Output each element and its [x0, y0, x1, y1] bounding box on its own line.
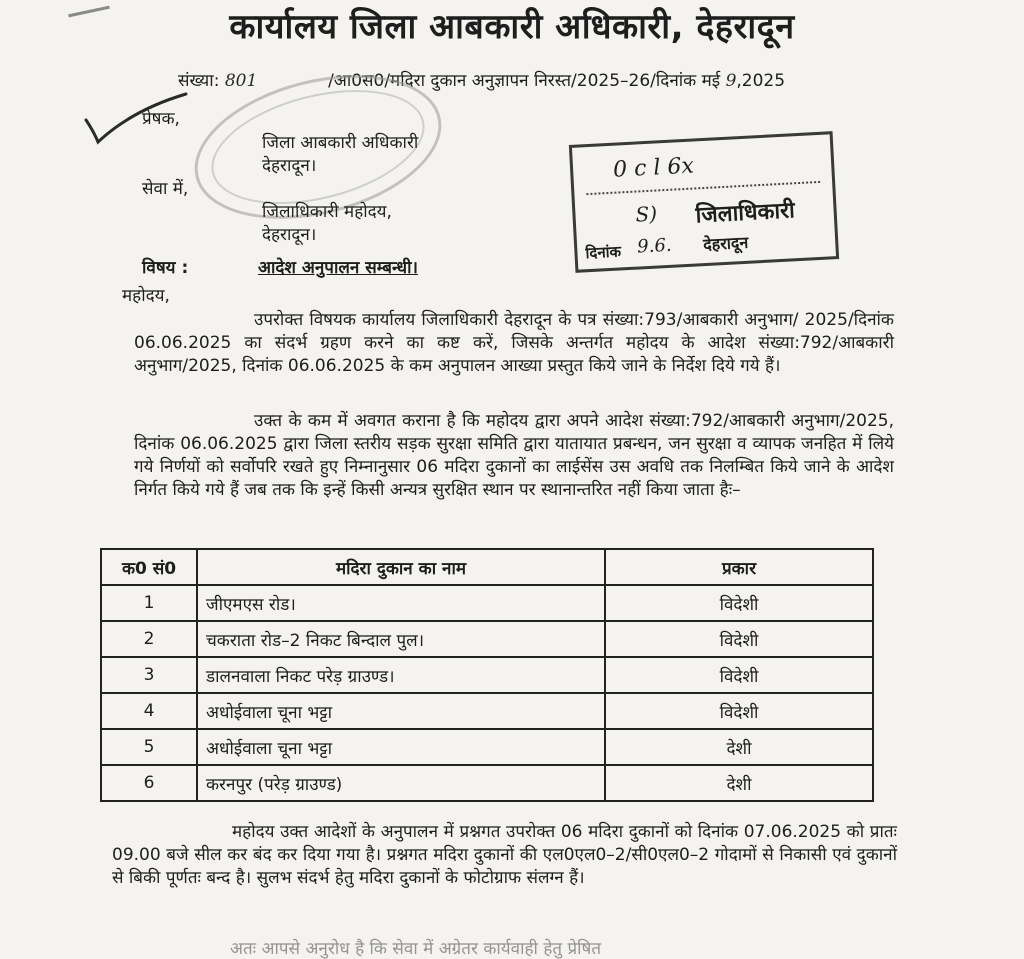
table-row	[101, 585, 873, 621]
header-sno: क0 सं0	[101, 549, 197, 585]
cell-name: डालनवाला निकट परेड़ ग्राउण्ड।	[197, 657, 605, 693]
cell-sno: 6	[101, 765, 197, 801]
paragraph-2-text: उक्त के कम में अवगत कराना है कि महोदय द्वारा अपने आदेश संख्या:792/आबकारी अनुभाग/2025, दिनांक 06.06.2025 द्वारा जिला स्तरीय सड़क सुरक्षा समिति द्वारा यातायात प्रबन्धन, जन सुरक्षा व व्यापक जनहित में लिये गये निर्णयों को सर्वोपरि रखते हुए निम्नानुसार 06 मदिरा दुकानों का लाईसेंस उस अवधि तक निलम्बित किये जाने के आदेश निर्गत किये गये हैं जब तक कि इन्हें किसी अन्यत्र सुरक्षित स्थान पर स्थानान्तरित नहीं किया जाता हैः–	[134, 411, 894, 500]
cell-type: विदेशी	[605, 621, 873, 657]
paragraph-1-text: उपरोक्त विषयक कार्यालय जिलाधिकारी देहरादून के पत्र संख्या:793/आबकारी अनुभाग/ 2025/दिनांक 06.06.2025 का संदर्भ ग्रहण करने का कष्ट करें, जिसके अन्तर्गत महोदय के आदेश संख्या:792/आबकारी अनुभाग/2025, दिनांक 06.06.2025 के कम अनुपालन आख्या प्रस्तुत किये जाने के निर्देश दिये गये हैं।	[134, 310, 894, 376]
reference-year: ,2025	[736, 71, 786, 91]
table-row	[101, 693, 873, 729]
cell-type: विदेशी	[605, 693, 873, 729]
paragraph-2	[134, 410, 894, 502]
paragraph-3-text: महोदय उक्त आदेशों के अनुपालन में प्रश्नगत उपरोक्त 06 मदिरा दुकानों को दिनांक 07.06.2025 को प्रातः 09.00 बजे सील कर बंद कर दिया गया है। प्रश्नगत मदिरा दुकानों की एल0एल0–2/सी0एल0–2 गोदामों से निकासी एवं दुकानों से बिकी पूर्णतः बन्द है। सुलभ संदर्भ हेतु मदिरा दुकानों के फोटोग्राफ संलग्न हैं।	[112, 822, 897, 888]
recipient-line2: देहरादून।	[262, 225, 317, 245]
reference-day: 9	[725, 71, 737, 91]
table-row	[101, 765, 873, 801]
receipt-date-label: दिनांक	[585, 242, 622, 263]
liquor-shop-table	[100, 548, 874, 802]
cell-name: करनपुर (परेड़ ग्राउण्ड)	[197, 765, 605, 801]
subject-label: विषय :	[142, 258, 189, 278]
reference-number: 801	[224, 71, 258, 91]
cell-type: विदेशी	[605, 657, 873, 693]
cell-type: देशी	[605, 765, 873, 801]
reference-month: मई	[701, 71, 721, 91]
sender-line1: जिला आबकारी अधिकारी	[262, 133, 419, 153]
receipt-stamp	[569, 131, 839, 273]
office-title: कार्यालय जिला आबकारी अधिकारी, देहरादून	[229, 7, 795, 47]
table-row	[101, 657, 873, 693]
cell-name: चकराता रोड–2 निकट बिन्दाल पुल।	[197, 621, 605, 657]
table-row	[101, 729, 873, 765]
dotted-line	[586, 181, 820, 195]
receipt-sign: S)	[634, 201, 658, 227]
sender-line2: देहरादून।	[262, 156, 317, 176]
paragraph-3	[112, 821, 897, 890]
cell-sno: 4	[101, 693, 197, 729]
cell-sno: 2	[101, 621, 197, 657]
cell-type: विदेशी	[605, 585, 873, 621]
table-header-row	[101, 549, 873, 585]
cut-off-line: अतः आपसे अनुरोध है कि सेवा में अग्रेतर कार्यवाही हेतु प्रेषित	[230, 939, 602, 959]
reference-label: संख्या:	[178, 71, 220, 91]
recipient-line1: जिलाधिकारी महोदय,	[262, 202, 392, 222]
cell-name: जीएमएस रोड।	[197, 585, 605, 621]
paragraph-1	[134, 309, 894, 378]
subject-text: आदेश अनुपालन सम्बन्धी।	[258, 258, 418, 278]
cell-name: अधोईवाला चूना भट्टा	[197, 693, 605, 729]
sender-label: प्रेषक,	[142, 109, 180, 129]
receipt-number: 0 c l 6x	[612, 153, 695, 183]
salutation: महोदय,	[122, 286, 170, 306]
reference-text: /आ0स0/मदिरा दुकान अनुज्ञापन निरस्त/2025–26/दिनांक	[328, 71, 697, 91]
table-row	[101, 621, 873, 657]
header-name: मदिरा दुकान का नाम	[197, 549, 605, 585]
cell-sno: 3	[101, 657, 197, 693]
reference-line	[178, 68, 785, 91]
cell-sno: 5	[101, 729, 197, 765]
receipt-seal-text: जिलाधिकारी	[695, 198, 796, 229]
cell-sno: 1	[101, 585, 197, 621]
cell-type: देशी	[605, 729, 873, 765]
header-type: प्रकार	[605, 549, 873, 585]
receipt-date-value: 9.6.	[636, 234, 673, 258]
receipt-seal-text2: देहरादून	[702, 232, 749, 255]
cell-name: अधोईवाला चूना भट्टा	[197, 729, 605, 765]
recipient-label: सेवा में,	[142, 179, 189, 199]
